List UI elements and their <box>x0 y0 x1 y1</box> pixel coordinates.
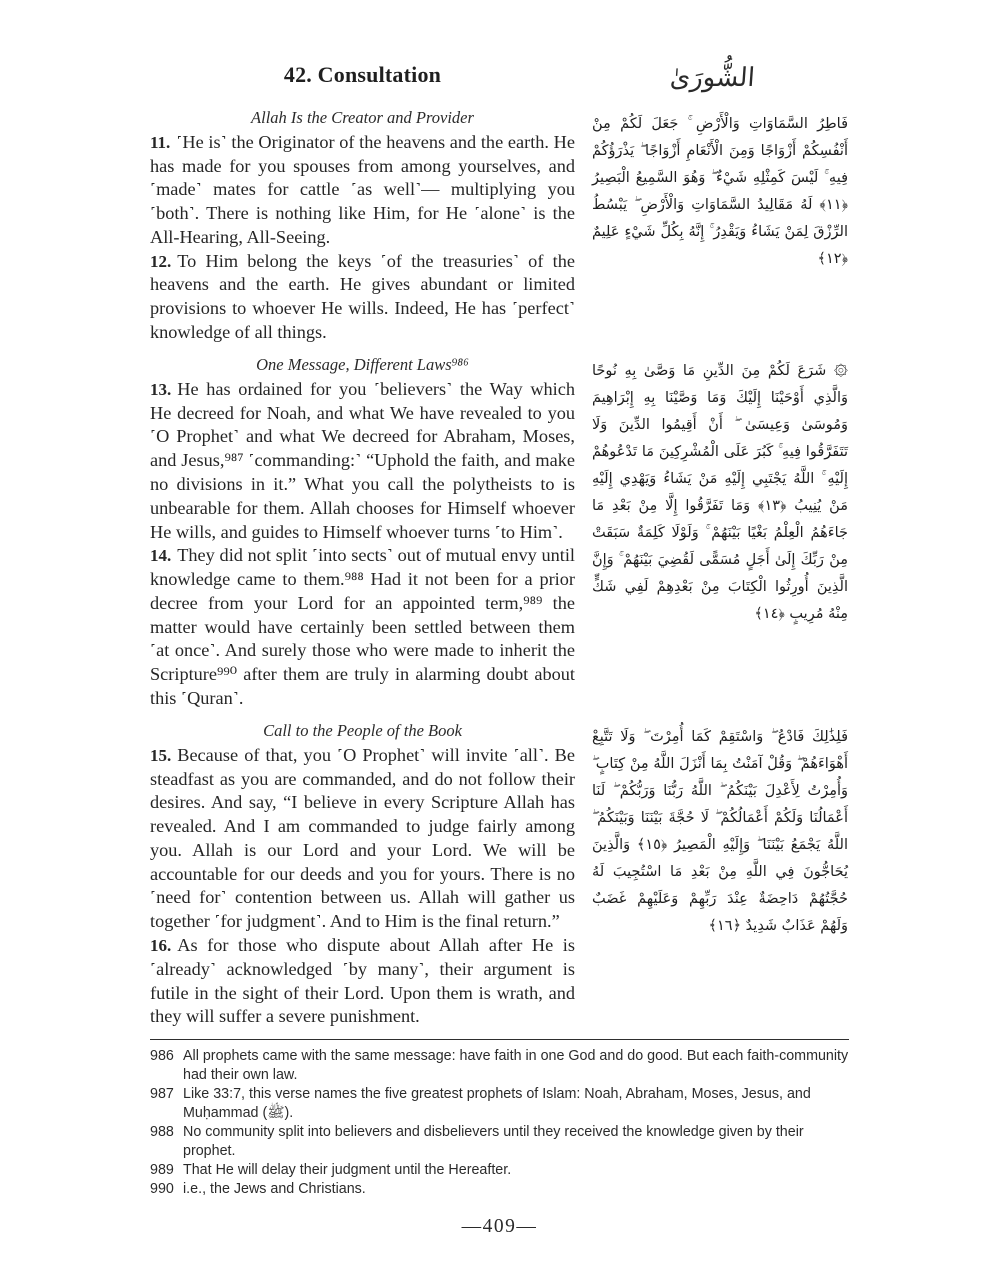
verse-13-text: He has ordained for you ˹believers˺ the Way which He decreed for Noah, and what We have revealed to you ˹O Prophet˺ and what We decreed for Abraham, Moses, and Jesus,⁹⁸⁷ ˹commanding:˺ “Uphold the faith, and make no divisions in it.” What you call the polytheists to is unbearable for them. Allah chooses for Himself whoever He wills, and guides to Himself whoever turns ˹to Him˺. <box>150 378 575 542</box>
verse-15-text: Because of that, you ˹O Prophet˺ will invite ˹all˺. Be steadfast as you are commanded, and do not follow their desires. And say, “I believe in every Scripture Allah has revealed. And I am commanded to judge fairly among you. Allah is our Lord and your Lord. We will be accountable for our deeds and you for yours. There is no ˹need for˺ contention between us. Allah will gather us together ˹for judgment˺. And to Him is the final return.” <box>150 744 575 932</box>
footnote-989 <box>150 1161 849 1180</box>
verse-14-number: 14. <box>150 546 172 566</box>
section-heading: Call to the People of the Book <box>263 720 462 740</box>
footnotes-area <box>150 1039 849 1199</box>
footnote-number: 987 <box>150 1086 174 1103</box>
footnote-number: 990 <box>150 1181 174 1198</box>
surah-title-arabic-calligraphy: الشُّورَىٰ <box>668 63 756 93</box>
verse-12-text: To Him belong the keys ˹of the treasuries˺ of the heavens and the earth. He gives abundant or limited provisions to whoever He wills. Indeed, He has ˹perfect˺ knowledge of all things. <box>150 250 575 343</box>
footnote-text: All prophets came with the same message: have faith in one God and do good. But each faith-community had their own law. <box>183 1048 849 1084</box>
footnote-number: 989 <box>150 1162 174 1179</box>
english-column <box>150 108 575 345</box>
verse-11-text: ˹He is˺ the Originator of the heavens and the earth. He has made for you spouses from among yourselves, and ˹made˺ mates for cattle ˹as well˺— multiplying you ˹both˺. There is nothing like Him, for He ˹alone˺ is the All-Hearing, All-Seeing. <box>150 131 575 247</box>
arabic-verses-15-16: فَلِذَٰلِكَ فَادْعُ ۖ وَاسْتَقِمْ كَمَا أُمِرْتَ ۖ وَلَا تَتَّبِعْ أَهْوَاءَهُمْ ۖ وَقُلْ آمَنْتُ بِمَا أَنْزَلَ اللَّهُ مِنْ كِتَابٍ ۖ وَأُمِرْتُ لِأَعْدِلَ بَيْنَكُمُ ۖ اللَّهُ رَبُّنَا وَرَبُّكُمْ ۖ لَنَا أَعْمَالُنَا وَلَكُمْ أَعْمَالُكُمْ ۖ لَا حُجَّةَ بَيْنَنَا وَبَيْنَكُمُ ۖ اللَّهُ يَجْمَعُ بَيْنَنَا ۖ وَإِلَيْهِ الْمَصِيرُ ﴿١٥﴾ وَالَّذِينَ يُحَاجُّونَ فِي اللَّهِ مِنْ بَعْدِ مَا اسْتُجِيبَ لَهُ حُجَّتُهُمْ دَاحِضَةٌ عِنْدَ رَبِّهِمْ وَعَلَيْهِمْ غَضَبٌ وَلَهُمْ عَذَابٌ شَدِيدٌ ﴿١٦﴾ <box>592 728 848 934</box>
footnote-988 <box>150 1123 849 1161</box>
section-heading: Allah Is the Creator and Provider <box>251 107 474 127</box>
section-one-message <box>150 355 849 711</box>
verse-14 <box>150 544 575 710</box>
footnote-text: No community split into believers and disbelievers until they received the knowledge given by their prophet. <box>183 1124 804 1160</box>
verse-16-number: 16. <box>150 936 172 956</box>
footnote-text: Like 33:7, this verse names the five greatest prophets of Islam: Noah, Abraham, Moses, Jesus, and Muḥammad (ﷺ). <box>183 1086 811 1122</box>
footnote-number: 986 <box>150 1048 174 1065</box>
verse-12 <box>150 250 575 345</box>
footnote-text: i.e., the Jews and Christians. <box>183 1181 366 1198</box>
surah-title-english: 42. Consultation <box>283 62 442 87</box>
surah-title-arabic-wrap <box>575 62 849 96</box>
verse-15 <box>150 744 575 934</box>
english-column <box>150 355 575 711</box>
verse-13-number: 13. <box>150 379 172 399</box>
verse-11 <box>150 131 575 250</box>
footnote-987 <box>150 1085 849 1123</box>
english-column <box>150 721 575 1029</box>
verse-16-text: As for those who dispute about Allah after He is ˹already˺ acknowledged ˹by many˺, their argument is futile in the sight of their Lord. Upon them is wrath, and they will suffer a severe punishment. <box>150 935 575 1027</box>
footnote-number: 988 <box>150 1124 174 1141</box>
verse-16 <box>150 934 575 1029</box>
section-heading: One Message, Different Laws⁹⁸⁶ <box>256 354 469 374</box>
footnote-986 <box>150 1047 849 1085</box>
verse-13 <box>150 378 575 544</box>
arabic-verses-13-14: ۞ شَرَعَ لَكُمْ مِنَ الدِّينِ مَا وَصَّىٰ بِهِ نُوحًا وَالَّذِي أَوْحَيْنَا إِلَيْكَ وَمَا وَصَّيْنَا بِهِ إِبْرَاهِيمَ وَمُوسَىٰ وَعِيسَىٰ ۖ أَنْ أَقِيمُوا الدِّينَ وَلَا تَتَفَرَّقُوا فِيهِ ۚ كَبُرَ عَلَى الْمُشْرِكِينَ مَا تَدْعُوهُمْ إِلَيْهِ ۚ اللَّهُ يَجْتَبِي إِلَيْهِ مَنْ يَشَاءُ وَيَهْدِي إِلَيْهِ مَنْ يُنِيبُ ﴿١٣﴾ وَمَا تَفَرَّقُوا إِلَّا مِنْ بَعْدِ مَا جَاءَهُمُ الْعِلْمُ بَغْيًا بَيْنَهُمْ ۚ وَلَوْلَا كَلِمَةٌ سَبَقَتْ مِنْ رَبِّكَ إِلَىٰ أَجَلٍ مُسَمًّى لَقُضِيَ بَيْنَهُمْ ۚ وَإِنَّ الَّذِينَ أُورِثُوا الْكِتَابَ مِنْ بَعْدِهِمْ لَفِي شَكٍّ مِنْهُ مُرِيبٍ ﴿١٤﴾ <box>592 362 848 622</box>
arabic-verses-11-12: فَاطِرُ السَّمَاوَاتِ وَالْأَرْضِ ۚ جَعَلَ لَكُمْ مِنْ أَنْفُسِكُمْ أَزْوَاجًا وَمِنَ الْأَنْعَامِ أَزْوَاجًا ۖ يَذْرَؤُكُمْ فِيهِ ۚ لَيْسَ كَمِثْلِهِ شَيْءٌ ۖ وَهُوَ السَّمِيعُ الْبَصِيرُ ﴿١١﴾ لَهُ مَقَالِيدُ السَّمَاوَاتِ وَالْأَرْضِ ۖ يَبْسُطُ الرِّزْقَ لِمَنْ يَشَاءُ وَيَقْدِرُ ۚ إِنَّهُ بِكُلِّ شَيْءٍ عَلِيمٌ ﴿١٢﴾ <box>592 115 848 267</box>
footnote-divider <box>150 1039 849 1040</box>
verse-15-number: 15. <box>150 745 172 765</box>
section-call-people-book <box>150 721 849 1029</box>
page-number: —409— <box>461 1216 538 1238</box>
page-header <box>150 62 849 96</box>
verse-12-number: 12. <box>150 251 172 271</box>
section-creator-provider <box>150 108 849 345</box>
surah-title-english-wrap <box>150 62 575 88</box>
verse-11-number: 11. <box>150 132 171 152</box>
footnote-990 <box>150 1180 849 1199</box>
verse-14-text: They did not split ˹into sects˺ out of mutual envy until knowledge came to them.⁹⁸⁸ Had it not been for a prior decree from your Lord for an appointed term,⁹⁸⁹ the matter would have certainly been settled between them ˹at once˺. And surely those who were made to inherit the Scripture⁹⁹⁰ after them are truly in alarming doubt about this ˹Quran˺. <box>150 545 575 708</box>
footnote-text: That He will delay their judgment until the Hereafter. <box>183 1162 512 1179</box>
